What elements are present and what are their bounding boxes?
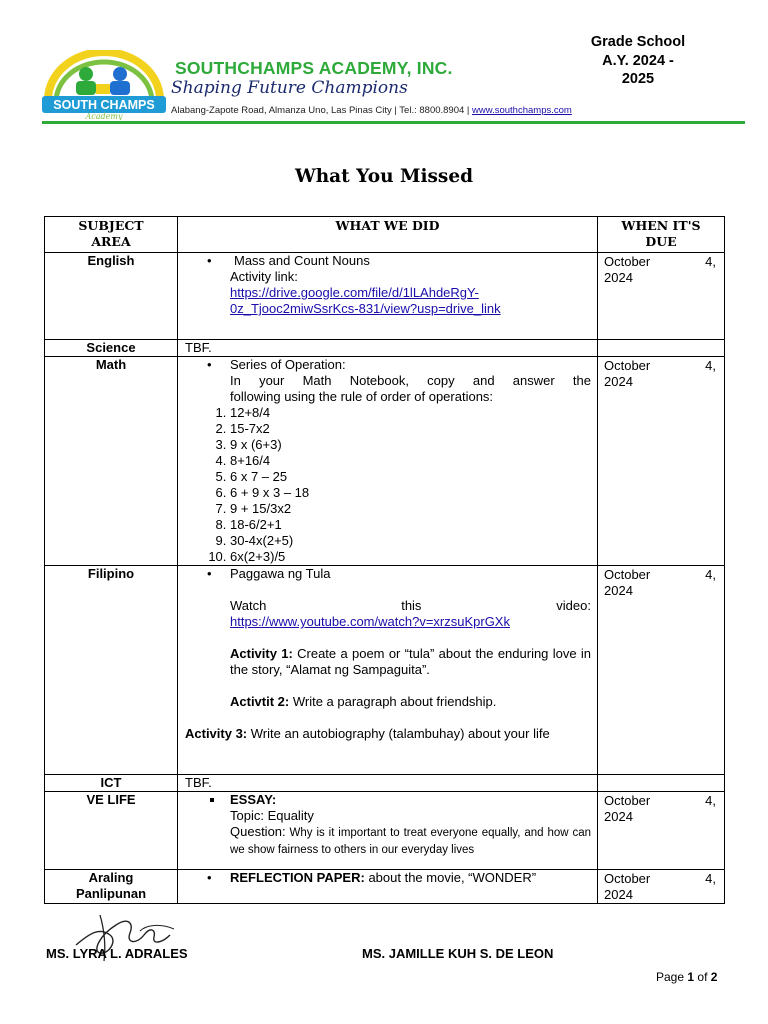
school-tagline: Shaping Future Champions	[171, 78, 408, 98]
header-subject-area: SUBJECT AREA	[45, 217, 178, 253]
header-when-due: WHEN IT'S DUE	[598, 217, 725, 253]
list-item: 2. 15-7x2	[230, 421, 591, 437]
header-divider	[42, 121, 745, 124]
table-row-ict	[45, 775, 725, 792]
list-item: 6. 6 + 9 x 3 – 18	[230, 485, 591, 501]
english-work: • Mass and Count Nouns Activity link: https://drive.google.com/file/d/1lLAhdeRgY- 0z_Tjooc2miwSsrKcs-831/view?usp=drive_link	[178, 253, 598, 340]
due-science	[598, 340, 725, 357]
subject-english: English	[45, 253, 178, 340]
signatory-right: MS. JAMILLE KUH S. DE LEON	[362, 946, 554, 961]
velife-question: Question: Why is it important to treat everyone equally, and how can we show fairness to others in our everyday lives	[230, 824, 591, 856]
school-logo	[40, 50, 168, 120]
filipino-video-link[interactable]: https://www.youtube.com/watch?v=xrzsuKprGXk	[230, 614, 510, 629]
ap-work: • REFLECTION PAPER: about the movie, “WONDER”	[178, 870, 598, 904]
science-work: TBF.	[178, 340, 598, 357]
website-link[interactable]: www.southchamps.com	[472, 105, 572, 116]
list-item: 1. 12+8/4	[230, 405, 591, 421]
table-row-velife	[45, 792, 725, 870]
signatory-left: MS. LYRA L. ADRALES	[46, 946, 188, 961]
list-item: 5. 6 x 7 – 25	[230, 469, 591, 485]
table-row-english	[45, 253, 725, 340]
list-item: 10. 6x(2+3)/5	[230, 549, 591, 565]
due-filipino: October 4, 2024	[598, 566, 725, 775]
table-row-araling-panlipunan	[45, 870, 725, 904]
table-header-row	[45, 217, 725, 253]
activity-3: Activity 3: Write an autobiography (talambuhay) about your life	[185, 726, 550, 741]
table-row-math	[45, 357, 725, 566]
watch-line: Watch this video:	[230, 598, 591, 613]
due-math: October 4, 2024	[598, 357, 725, 566]
subject-math: Math	[45, 357, 178, 566]
logo-text: SOUTH CHAMPS	[53, 98, 155, 112]
filipino-work: • Paggawa ng Tula Watch this video: https://www.youtube.com/watch?v=xrzsuKprGXk Activity 1: Create a poem or “tula” about the enduring love in the story, “Alamat ng Sampaguita”. Activtit 2: Write a paragraph about friendship. Activity 3: Write an autobiography (talambuhay) about your life	[178, 566, 598, 775]
page-number: Page 1 of 2	[656, 970, 718, 984]
schedule-table	[44, 216, 725, 904]
school-name: SOUTHCHAMPS ACADEMY, INC.	[175, 58, 453, 78]
logo-subtext: Academy	[85, 112, 123, 120]
header-what-we-did: WHAT WE DID	[178, 217, 598, 253]
subject-filipino: Filipino	[45, 566, 178, 775]
due-araling-panlipunan: October 4, 2024	[598, 870, 725, 904]
activity-1: Activity 1: Create a poem or “tula” about the enduring love in the story, “Alamat ng Sampaguita”.	[230, 646, 591, 677]
grade-year-block	[578, 33, 698, 89]
address-text: Alabang-Zapote Road, Almanza Uno, Las Pinas City | Tel.: 8800.8904 |	[171, 105, 470, 116]
ict-work: TBF.	[178, 775, 598, 792]
list-item: 7. 9 + 15/3x2	[230, 501, 591, 517]
velife-work: ESSAY: Topic: Equality Question: Why is it important to treat everyone equally, and how can we show fairness to others in our everyday lives	[178, 792, 598, 870]
subject-araling-panlipunan: Araling Panlipunan	[45, 870, 178, 904]
due-english: October 4, 2024	[598, 253, 725, 340]
activity-2: Activtit 2: Write a paragraph about friendship.	[230, 694, 497, 709]
math-work: • Series of Operation: In your Math Notebook, copy and answer the following using the rule of order of operations: 1. 12+8/4 2. 15-7x2 3. 9 x (6+3) 4. 8+16/4 5. 6 x 7 – 25 6. 6 + 9 x 3 – 18 7. 9 + 15/3x2 8. 18-6/2+1 9. 30-4x(2+5) 10. 6x(2+3)/5	[178, 357, 598, 566]
due-ict	[598, 775, 725, 792]
document-title: What You Missed	[294, 166, 474, 187]
table-row-filipino	[45, 566, 725, 775]
subject-science: Science	[45, 340, 178, 357]
academic-year-line2: 2025	[621, 71, 655, 87]
subject-ict: ICT	[45, 775, 178, 792]
list-item: 4. 8+16/4	[230, 453, 591, 469]
table-row-science	[45, 340, 725, 357]
list-item: 3. 9 x (6+3)	[230, 437, 591, 453]
school-address	[171, 105, 572, 116]
list-item: 9. 30-4x(2+5)	[230, 533, 591, 549]
grade-level: Grade School	[590, 34, 686, 50]
english-activity-link[interactable]: https://drive.google.com/file/d/1lLAhdeRgY- 0z_Tjooc2miwSsrKcs-831/view?usp=drive_link	[230, 285, 501, 316]
due-velife: October 4, 2024	[598, 792, 725, 870]
subject-velife: VE LIFE	[45, 792, 178, 870]
math-problem-list	[185, 405, 591, 565]
list-item: 8. 18-6/2+1	[230, 517, 591, 533]
academic-year-line1: A.Y. 2024 -	[602, 52, 674, 69]
